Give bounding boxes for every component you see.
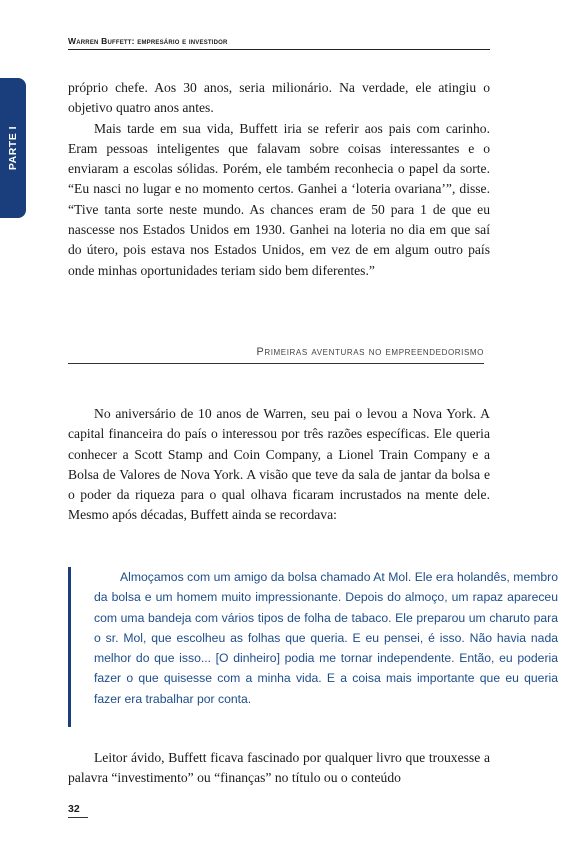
section-title: Primeiras aventuras no empreendedorismo	[68, 346, 484, 364]
paragraph: No aniversário de 10 anos de Warren, seu pai o levou a Nova York. A capital financeira do país o interessou por três razões específicas. Ele queria conhecer a Scott Stamp and Coin Company, a Lionel Train Company e a Bolsa de Valores de Nova York. A visão que teve da sala de jantar da bolsa e o poder da riqueza para o qual olhava ficaram incrustados na mente dele. Mesmo após décadas, Buffett ainda se recordava:	[68, 406, 490, 523]
running-header-text: Warren Buffett: empresário e investidor	[68, 36, 228, 46]
quote-bar	[68, 567, 71, 727]
quote-text: Almoçamos com um amigo da bolsa chamado At Mol. Ele era holandês, membro da bolsa e um homem muito impressionante. Depois do almoço, um rapaz apareceu com uma bandeja com vários tipos de folha de tabaco. Ele preparou um charuto para o sr. Mol, que escolheu as folhas que queria. E eu pensei, é isso. Não havia nada melhor do que isso... [O dinheiro] podia me tornar independente. Então, eu poderia fazer o que quisesse com a minha vida. E a coisa mais importante que eu queria fazer era trabalhar por conta.	[94, 570, 558, 706]
middle-text-block	[68, 404, 490, 526]
paragraph: Leitor ávido, Buffett ficava fascinado por qualquer livro que trouxesse a palavra “investimento” ou “finanças” no título ou o conteúdo	[68, 750, 490, 786]
part-tab-label: PARTE I	[7, 125, 19, 171]
bottom-text-block	[68, 748, 490, 789]
part-tab	[0, 78, 26, 218]
block-quote	[68, 567, 558, 727]
top-text-block	[68, 78, 490, 281]
running-header	[68, 36, 490, 50]
paragraph: Mais tarde em sua vida, Buffett iria se referir aos pais com carinho. Eram pessoas inteligentes que falavam sobre coisas interessantes e o enviaram a escolas sólidas. Porém, ele também reconhecia o papel da sorte. “Eu nasci no lugar e no momento certos. Ganhei a ‘loteria ovariana’”, disse. “Tive tanta sorte neste mundo. As chances eram de 50 para 1 de que eu nascesse nos Estados Unidos em 1930. Ganhei na loteria no dia em que saí do útero, pois estava nos Estados Unidos, em vez de em algum outro país onde minhas oportunidades teriam sido bem diferentes.”	[68, 120, 490, 278]
paragraph: próprio chefe. Aos 30 anos, seria milionário. Na verdade, ele atingiu o objetivo quatro anos antes.	[68, 80, 490, 116]
page-number: 32	[68, 803, 88, 818]
